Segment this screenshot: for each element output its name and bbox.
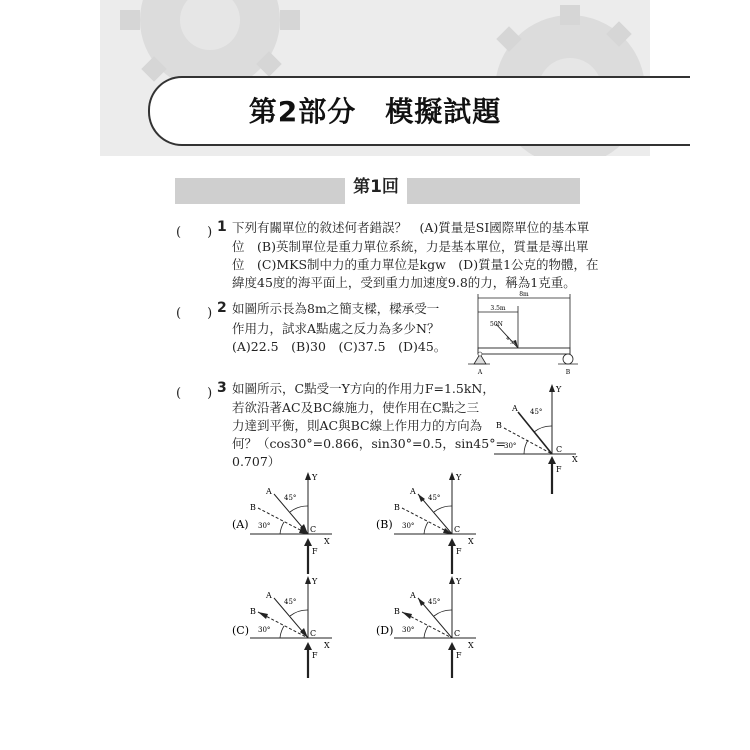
option-d-figure	[372, 574, 492, 680]
option-b-figure	[372, 470, 492, 576]
point-c-label: C	[556, 445, 563, 454]
question-text-line: 力達到平衡，則AC與BC線上作用力的方向為	[232, 418, 483, 433]
option-c-label: (C)	[232, 624, 249, 637]
axis-y-label: Y	[456, 473, 462, 482]
axis-y-label: Y	[312, 577, 318, 586]
point-c-label: C	[454, 629, 461, 638]
point-b-label: B	[496, 421, 502, 430]
question-text-line: 如圖所示長為8m之簡支樑，樑承受一	[232, 301, 440, 316]
point-a-label: A	[266, 591, 272, 600]
axis-x-label: X	[468, 641, 474, 650]
force-label: 50N	[490, 321, 503, 328]
support-b-label: B	[565, 369, 571, 376]
point-c-label: C	[454, 525, 461, 534]
point-c-label: C	[310, 629, 317, 638]
angle-label: 30°	[258, 626, 271, 634]
force-f-label: F	[312, 547, 318, 556]
angle-label: 30°	[402, 522, 415, 530]
angle-label: 30°	[402, 626, 415, 634]
force-diagram	[490, 382, 585, 497]
point-a-label: A	[512, 404, 518, 413]
question-text-line: 下列有關單位的敘述何者錯誤？ (A)質量是SI國際單位的基本單	[232, 220, 590, 235]
question-number: 3	[217, 380, 227, 396]
span-label: 8m	[519, 291, 529, 298]
option-b-label: (B)	[376, 518, 393, 531]
axis-x-label: X	[324, 537, 330, 546]
point-a-label: A	[410, 591, 416, 600]
question-text-line: 0.707）	[232, 454, 281, 469]
answer-blank: ( )	[176, 306, 213, 321]
force-f-label: F	[556, 465, 562, 474]
support-a-label: A	[477, 369, 483, 376]
axis-y-label: Y	[312, 473, 318, 482]
page-title: 第2部分 模擬試題	[248, 95, 502, 128]
angle-label: 30°	[258, 522, 271, 530]
force-f-label: F	[456, 651, 462, 660]
point-b-label: B	[394, 503, 400, 512]
question-text-line: (A)22.5 (B)30 (C)37.5 (D)45。	[232, 339, 447, 354]
question-text-line: 何？（cos30°=0.866，sin30°=0.5，sin45°=	[232, 436, 506, 451]
point-a-label: A	[410, 487, 416, 496]
point-c-label: C	[310, 525, 317, 534]
question-text-line: 位 (B)英制單位是重力單位系統，力是基本單位，質量是導出單	[232, 239, 589, 254]
question-text-line: 作用力，試求A點處之反力為多少N？	[232, 321, 440, 336]
point-b-label: B	[394, 607, 400, 616]
question-number: 2	[217, 300, 227, 316]
axis-y-label: Y	[456, 577, 462, 586]
force-f-label: F	[312, 651, 318, 660]
question-text-line: 緯度45度的海平面上，受到重力加速度9.8的力，稱為1克重。	[232, 275, 576, 290]
question-number: 1	[217, 219, 227, 235]
option-c-figure	[228, 574, 348, 680]
angle-label: 45°	[428, 598, 441, 606]
beam-figure	[460, 288, 580, 378]
ratio-label: 3	[510, 340, 514, 346]
question-text-line: 若欲沿著AC及BC線施力，使作用在C點之三	[232, 400, 480, 415]
angle-label: 45°	[428, 494, 441, 502]
question-text-line: 如圖所示，C點受一Y方向的作用力F=1.5kN，	[232, 381, 495, 396]
angle-label: 30°	[504, 442, 517, 450]
axis-y-label: Y	[556, 385, 562, 394]
angle-label: 45°	[284, 494, 297, 502]
axis-x-label: X	[572, 455, 578, 464]
section-title: 第1回	[345, 172, 407, 204]
angle-label: 45°	[284, 598, 297, 606]
answer-blank: ( )	[176, 386, 213, 401]
ratio-label: 4	[506, 336, 510, 342]
angle-label: 45°	[530, 408, 543, 416]
axis-x-label: X	[468, 537, 474, 546]
question-text-line: 位 (C)MKS制中力的重力單位是kgw (D)質量1公克的物體，在	[232, 257, 599, 272]
option-a-label: (A)	[232, 518, 249, 531]
point-a-label: A	[266, 487, 272, 496]
axis-x-label: X	[324, 641, 330, 650]
option-d-label: (D)	[376, 624, 394, 637]
force-f-label: F	[456, 547, 462, 556]
offset-label: 3.5m	[490, 305, 506, 312]
point-b-label: B	[250, 503, 256, 512]
option-a-figure	[228, 470, 348, 576]
point-b-label: B	[250, 607, 256, 616]
answer-blank: ( )	[176, 225, 213, 240]
